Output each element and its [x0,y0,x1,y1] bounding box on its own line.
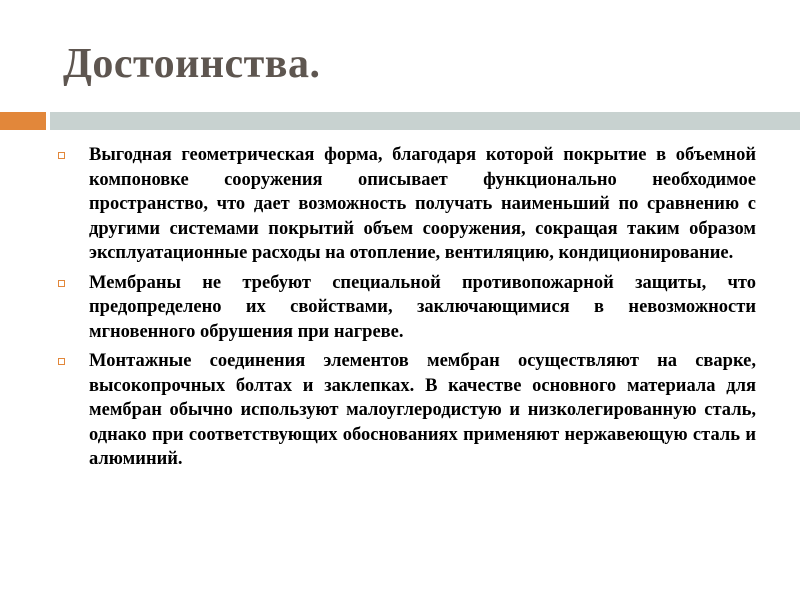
bullet-text: Выгодная геометрическая форма, благодаря которой покрытие в объемной компоновке сооружения описывает функционально необходимое пространство, что дает возможность получать наименьший по сравнению с другими системами покрытий объем сооружения, сокращая таким образом эксплуатационные расходы на отопление, вентиляцию, кондиционирование. [89,145,756,263]
square-outline-icon [58,358,65,365]
square-outline-icon [58,280,65,287]
bullet-list [58,143,756,477]
bullet-text: Мембраны не требуют специальной противопожарной защиты, что предопределено их свойствами, заключающимися в невозможности мгновенного обрушения при нагреве. [89,272,756,342]
bullet-text: Монтажные соединения элементов мембран осуществляют на сварке, высокопрочных болтах и заклепках. В качестве основного материала для мембран обычно используют малоуглеродистую и низколегированную сталь, однако при соответствующих обоснованиях применяют нержавеющую сталь и алюминий. [89,351,756,469]
bullet-item [58,349,756,472]
bullet-item [58,271,756,345]
bullet-item [58,143,756,266]
title-divider-accent [0,112,46,130]
square-outline-icon [58,152,65,159]
title-divider-bar [50,112,800,130]
slide-title: Достоинства. [63,41,321,87]
